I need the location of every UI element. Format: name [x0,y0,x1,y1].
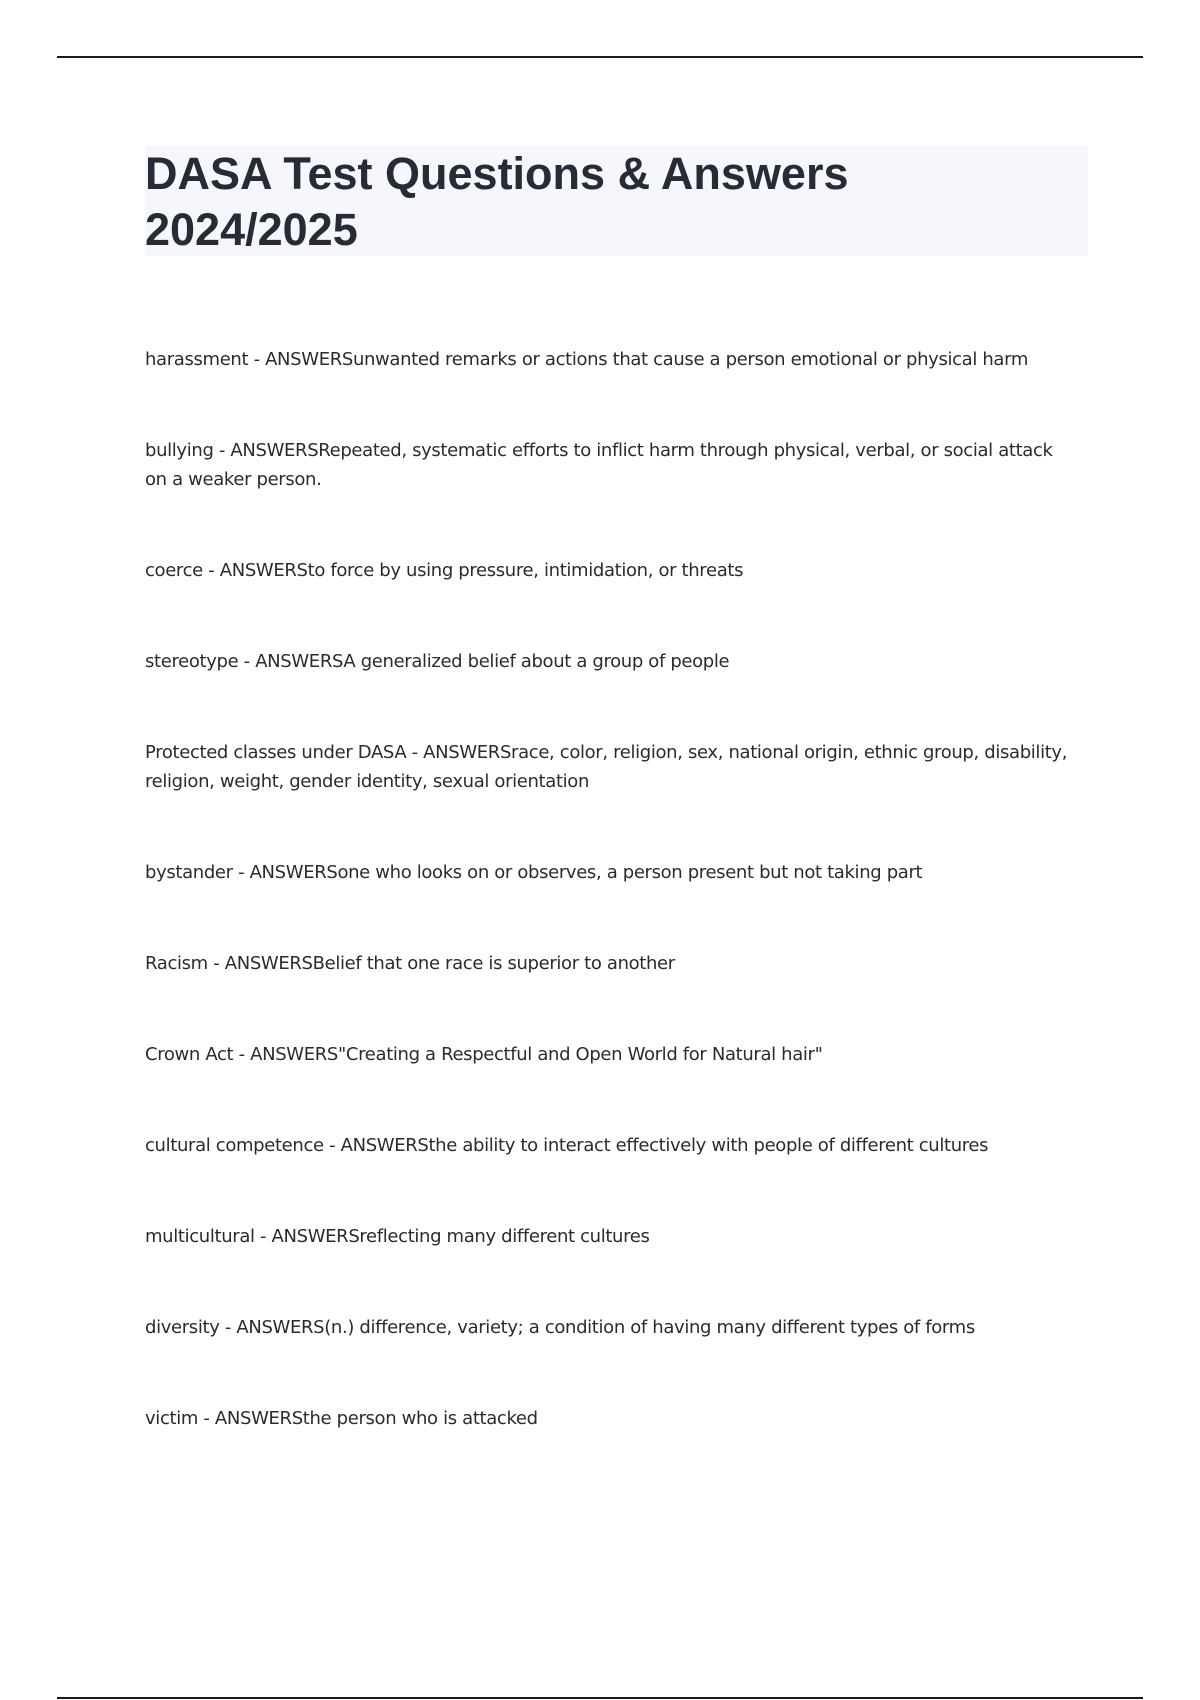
qa-entry-bystander: bystander - ANSWERSone who looks on or observes, a person present but not taking part [145,862,923,883]
qa-entry-crown-act: Crown Act - ANSWERS"Creating a Respectful and Open World for Natural hair" [145,1044,823,1065]
document-title: DASA Test Questions & Answers 2024/2025 [145,148,849,255]
qa-list [145,345,1075,1495]
qa-entry-diversity: diversity - ANSWERS(n.) difference, variety; a condition of having many different types of forms [145,1317,975,1338]
qa-entry-multicultural: multicultural - ANSWERSreflecting many different cultures [145,1226,650,1247]
qa-entry-victim: victim - ANSWERSthe person who is attacked [145,1408,538,1429]
bottom-divider [57,1697,1143,1699]
qa-entry-cultural-competence: cultural competence - ANSWERSthe ability to interact effectively with people of different cultures [145,1135,989,1156]
top-divider [57,56,1143,58]
qa-entry-protected-classes: Protected classes under DASA - ANSWERSrace, color, religion, sex, national origin, ethnic group, disability, religion, weight, gender identity, sexual orientation [145,742,1068,792]
qa-entry-racism: Racism - ANSWERSBelief that one race is superior to another [145,953,675,974]
qa-entry-coerce: coerce - ANSWERSto force by using pressure, intimidation, or threats [145,560,744,581]
qa-entry-stereotype: stereotype - ANSWERSA generalized belief about a group of people [145,651,730,672]
qa-entry-bullying: bullying - ANSWERSRepeated, systematic efforts to inflict harm through physical, verbal, or social attack on a weaker person. [145,440,1053,490]
qa-entry-harassment: harassment - ANSWERSunwanted remarks or actions that cause a person emotional or physical harm [145,349,1029,370]
